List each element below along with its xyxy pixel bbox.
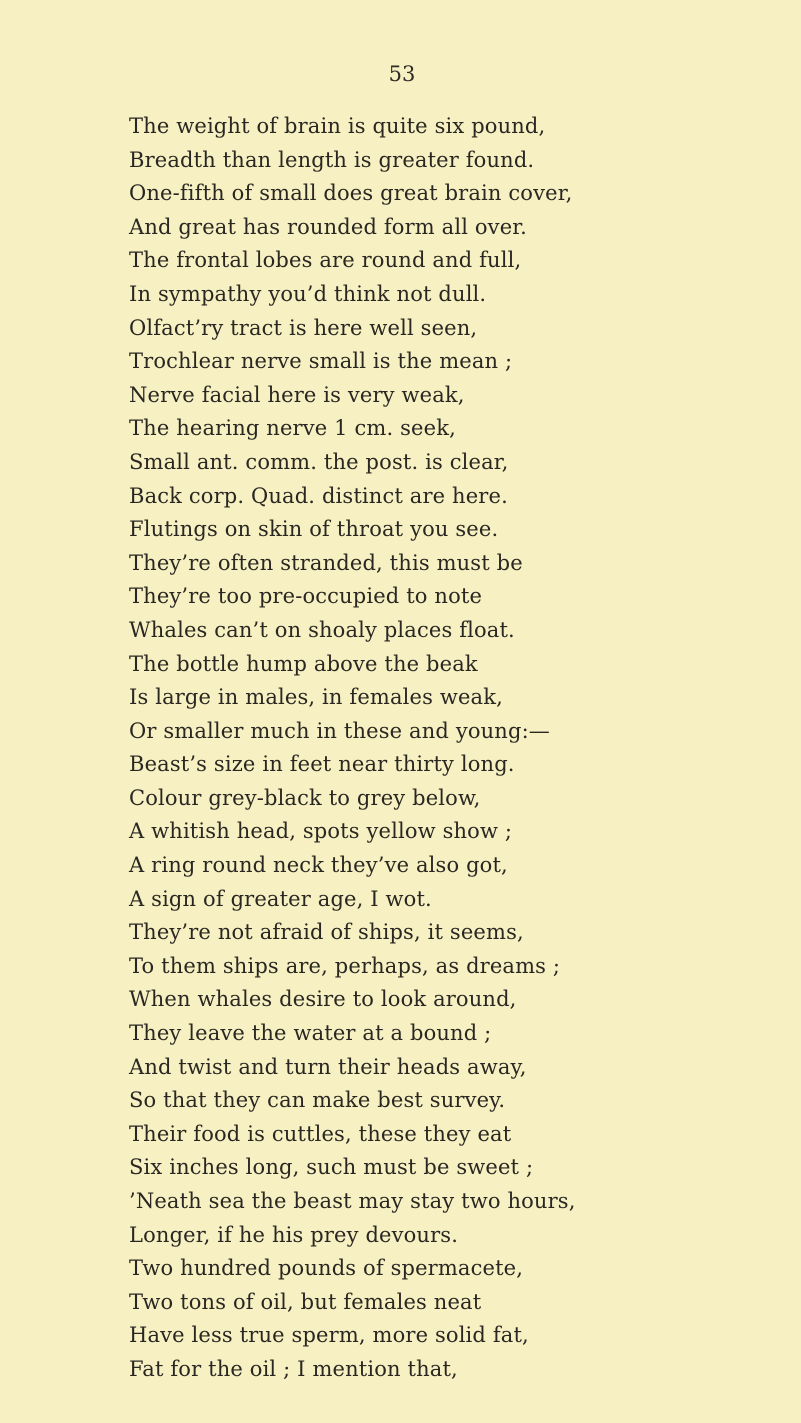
poem-line: Two tons of oil, but females neat — [129, 1289, 482, 1314]
poem-line: And great has rounded form all over. — [129, 214, 527, 239]
poem-line: Breadth than length is greater found. — [129, 147, 535, 172]
poem-line: To them ships are, perhaps, as dreams ; — [129, 953, 561, 978]
poem-line: The bottle hump above the beak — [129, 651, 478, 676]
poem-line: Flutings on skin of throat you see. — [129, 517, 499, 542]
poem-line: In sympathy you’d think not dull. — [129, 281, 487, 306]
poem-line: Colour grey-black to grey below, — [129, 785, 481, 810]
poem-line: One-fifth of small does great brain cover, — [129, 181, 573, 206]
poem-line: So that they can make best survey. — [129, 1088, 506, 1113]
poem-line: Nerve facial here is very weak, — [129, 382, 465, 407]
poem-line: They’re not afraid of ships, it seems, — [129, 920, 524, 945]
poem-line: And twist and turn their heads away, — [129, 1054, 527, 1079]
poem-line: Back corp. Quad. distinct are here. — [129, 483, 508, 508]
poem-line: A whitish head, spots yellow show ; — [129, 819, 513, 844]
page-number: 53 — [388, 62, 416, 86]
poem-line: Whales can’t on shoaly places float. — [129, 617, 515, 642]
poem-line: The hearing nerve 1 cm. seek, — [129, 416, 456, 441]
poem-line: Two hundred pounds of spermacete, — [129, 1256, 524, 1281]
poem-line: They’re often stranded, this must be — [129, 550, 523, 575]
poem-line: Or smaller much in these and young:— — [129, 718, 550, 743]
poem-line: A sign of greater age, I wot. — [129, 886, 432, 911]
poem-line: When whales desire to look around, — [129, 987, 517, 1012]
poem-line: Is large in males, in females weak, — [129, 685, 503, 710]
poem-line: Beast’s size in feet near thirty long. — [129, 752, 515, 777]
poem-line: ’Neath sea the beast may stay two hours, — [129, 1189, 576, 1213]
poem-line: Have less true sperm, more solid fat, — [129, 1323, 529, 1348]
poem-line: They leave the water at a bound ; — [129, 1021, 492, 1046]
poem-line: Olfact’ry tract is here well seen, — [129, 315, 478, 340]
poem-line: The frontal lobes are round and full, — [129, 248, 522, 273]
poem-line: Longer, if he his prey devours. — [129, 1222, 459, 1247]
poem-line: A ring round neck they’ve also got, — [129, 853, 508, 878]
poem-line: Six inches long, such must be sweet ; — [129, 1155, 534, 1180]
poem-line: They’re too pre-occupied to note — [129, 584, 483, 609]
poem-text — [129, 110, 789, 1387]
poem-line: The weight of brain is quite six pound, — [129, 114, 546, 138]
poem-line: Their food is cuttles, these they eat — [129, 1121, 512, 1146]
poem-line: Trochlear nerve small is the mean ; — [129, 349, 513, 374]
poem-line: Small ant. comm. the post. is clear, — [129, 449, 509, 474]
poem-line: Fat for the oil ; I mention that, — [129, 1356, 458, 1381]
